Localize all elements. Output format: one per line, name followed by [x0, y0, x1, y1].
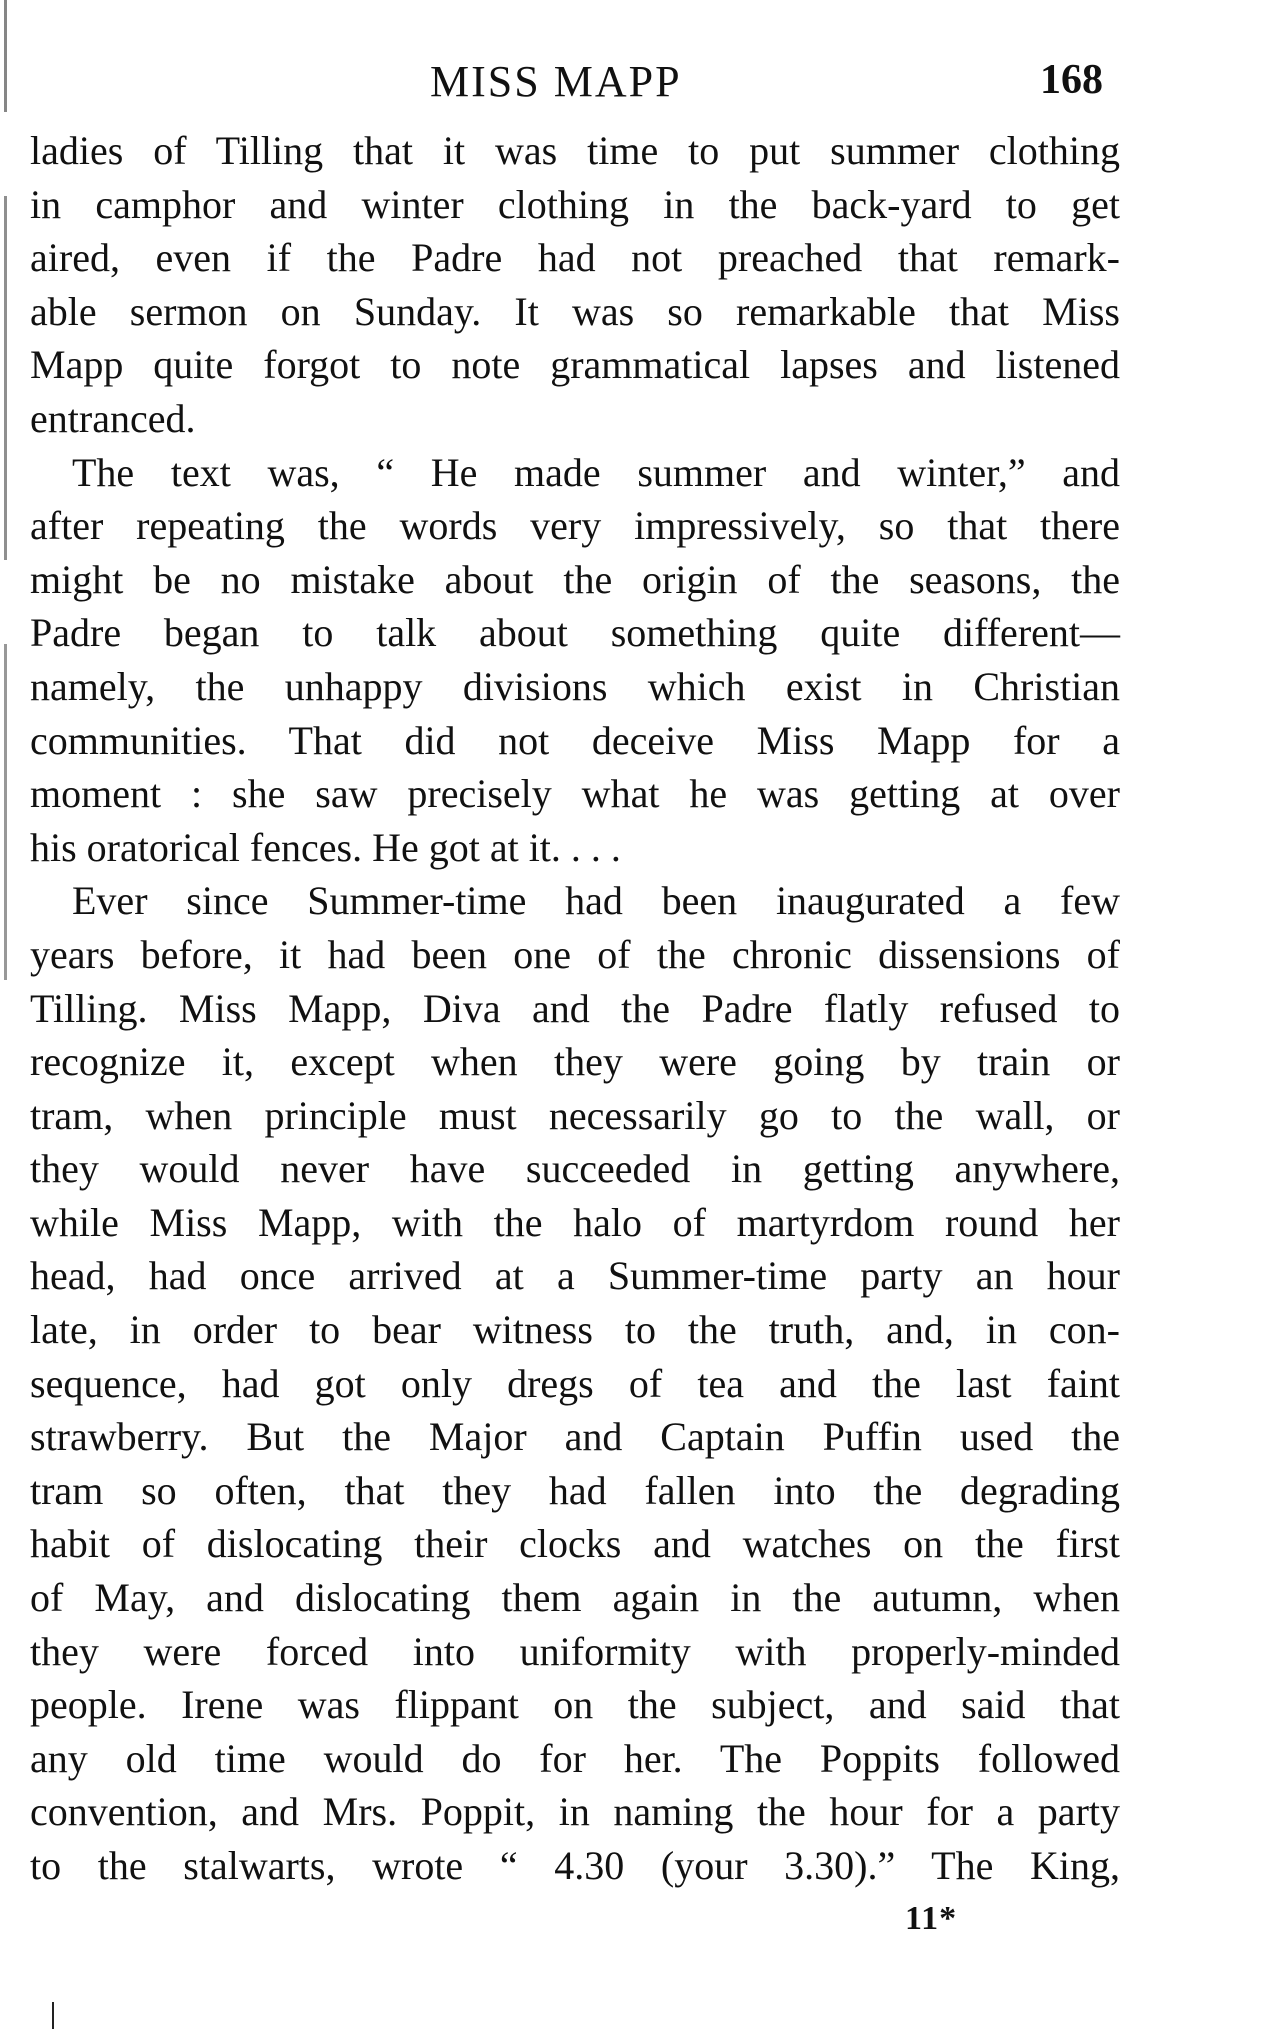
text-line: sequence, had got only dregs of tea and the last faint [30, 1360, 1120, 1406]
page-edge-mark [4, 0, 7, 1400]
running-header [0, 56, 1263, 116]
text-line: communities. That did not deceive Miss Mapp for a [30, 717, 1120, 763]
text-line: head, had once arrived at a Summer-time party an hour [30, 1253, 1120, 1299]
text-line: they would never have succeeded in getting anywhere, [30, 1146, 1120, 1192]
text-line: any old time would do for her. The Poppits followed [30, 1735, 1120, 1781]
text-line: tram, when principle must necessarily go to the wall, or [30, 1092, 1120, 1138]
text-line: Mapp quite forgot to note grammatical lapses and listened [30, 342, 1120, 388]
text-line: recognize it, except when they were going by train or [30, 1039, 1120, 1085]
text-line: moment : she saw precisely what he was getting at over [30, 771, 1120, 817]
signature-mark: 11* [905, 1900, 958, 1937]
page-edge-mark [52, 2002, 54, 2029]
text-line: aired, even if the Padre had not preached that remark- [30, 235, 1120, 281]
paragraph [30, 124, 1120, 446]
text-line: able sermon on Sunday. It was so remarkable that Miss [30, 288, 1120, 334]
text-line: convention, and Mrs. Poppit, in naming the hour for a party [30, 1789, 1120, 1835]
page-number: 168 [1040, 57, 1103, 103]
text-line: of May, and dislocating them again in the autumn, when [30, 1575, 1120, 1621]
text-line: Padre began to talk about something quite different— [30, 610, 1120, 656]
text-line: strawberry. But the Major and Captain Puffin used the [30, 1414, 1120, 1460]
text-line: The text was, “ He made summer and winter,” and [72, 449, 1120, 495]
text-line: they were forced into uniformity with properly-minded [30, 1628, 1120, 1674]
text-line: his oratorical fences. He got at it. . . . [30, 824, 621, 870]
text-line: years before, it had been one of the chronic dissensions of [30, 931, 1120, 977]
text-line: namely, the unhappy divisions which exist in Christian [30, 663, 1120, 709]
text-line: ladies of Tilling that it was time to put summer clothing [30, 128, 1120, 173]
text-line: while Miss Mapp, with the halo of martyrdom round her [30, 1199, 1120, 1245]
text-line: people. Irene was flippant on the subject, and said that [30, 1682, 1120, 1728]
text-line: to the stalwarts, wrote “ 4.30 (your 3.30).” The King, [30, 1843, 1120, 1888]
text-line: entranced. [30, 395, 196, 441]
text-line: in camphor and winter clothing in the back-yard to get [30, 181, 1120, 227]
text-line: Ever since Summer-time had been inaugurated a few [72, 878, 1120, 924]
text-line: Tilling. Miss Mapp, Diva and the Padre flatly refused to [30, 985, 1120, 1031]
text-line: habit of dislocating their clocks and watches on the first [30, 1521, 1120, 1567]
paragraph [30, 874, 1120, 1892]
text-line: late, in order to bear witness to the truth, and, in con- [30, 1307, 1120, 1353]
body-text [30, 124, 1120, 1893]
running-title: MISS MAPP [430, 57, 682, 106]
text-line: tram so often, that they had fallen into the degrading [30, 1467, 1120, 1513]
paragraph [30, 446, 1120, 875]
text-line: might be no mistake about the origin of the seasons, the [30, 556, 1120, 602]
text-line: after repeating the words very impressively, so that there [30, 503, 1120, 549]
